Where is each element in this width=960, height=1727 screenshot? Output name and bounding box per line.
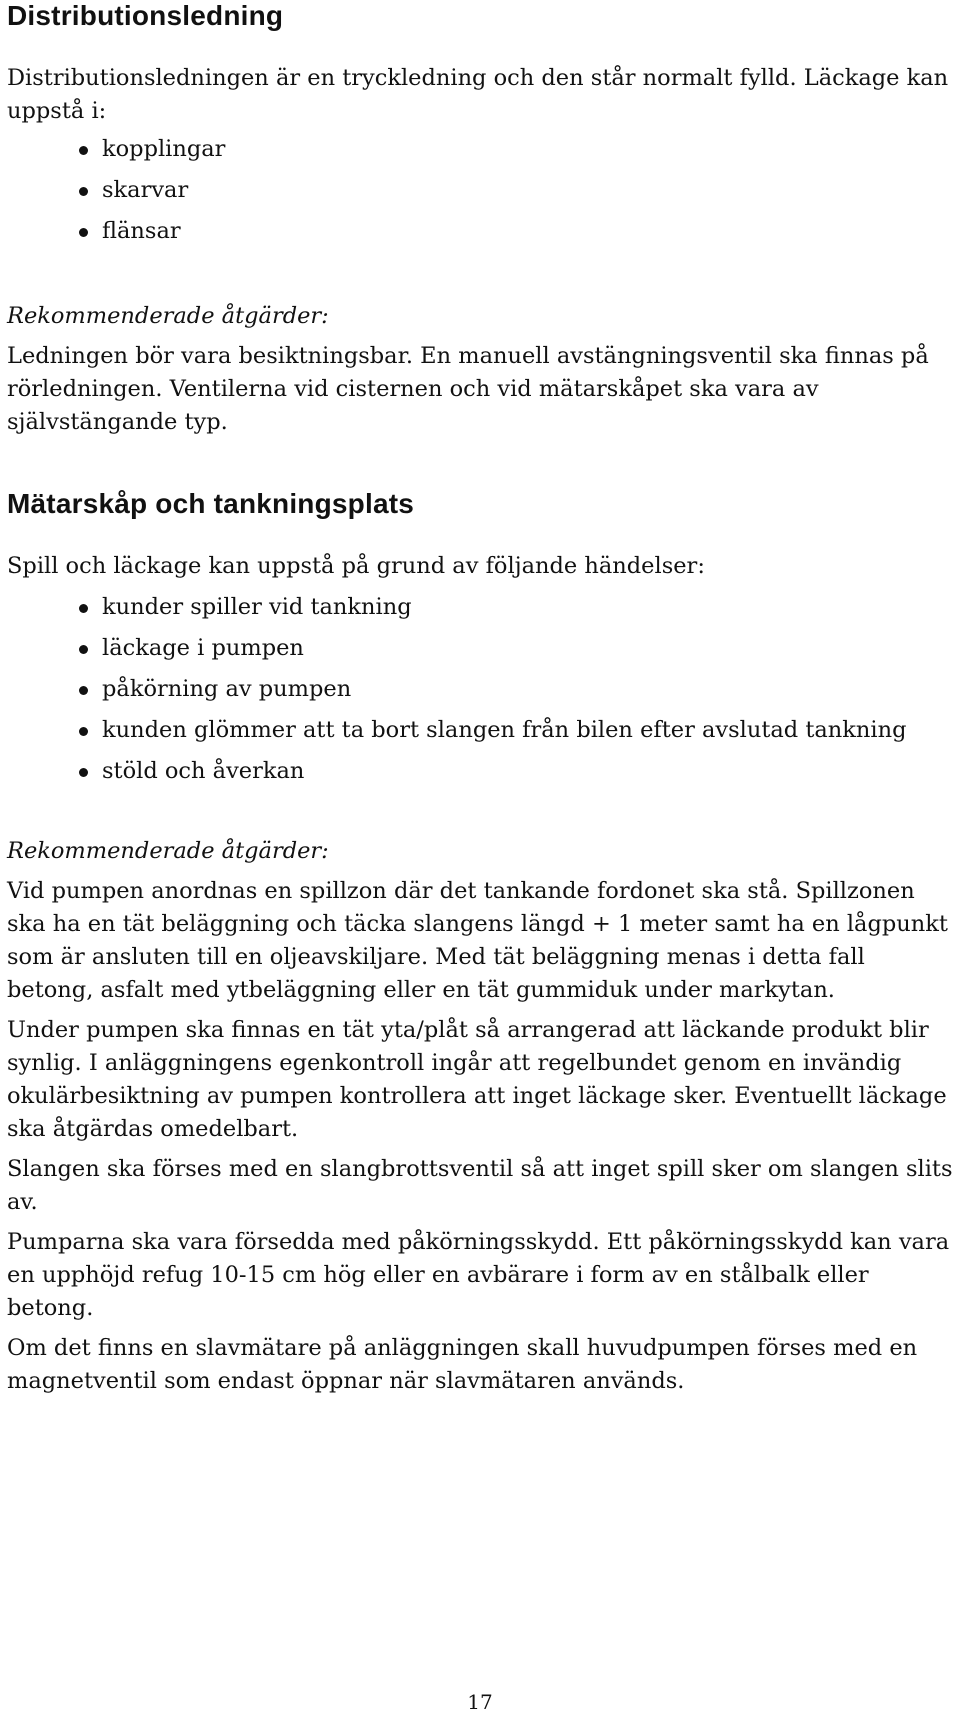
paragraph: Om det finns en slavmätare på anläggningen skall huvudpumpen förses med en magnetventil som endast öppnar när slavmätaren används.	[7, 1335, 918, 1394]
bullet-icon	[79, 768, 88, 777]
section1-bullet-list	[7, 129, 955, 252]
list-item-text: kunden glömmer att ta bort slangen från bilen efter avslutad tankning	[102, 717, 907, 743]
section2-paragraphs	[7, 875, 955, 1405]
section2-bullet-list	[7, 587, 955, 792]
list-item	[7, 129, 955, 170]
list-item	[7, 587, 955, 628]
section1-recommend-text-block	[7, 340, 955, 439]
paragraph: Vid pumpen anordnas en spillzon där det tankande fordonet ska stå. Spillzonen ska ha en tät beläggning och täcka slangens längd + 1 meter samt ha en lågpunkt som är ansluten till en oljeavskiljare. Med tät beläggning menas i detta fall betong, asfalt med ytbeläggning eller en tät gummiduk under markytan.	[7, 878, 948, 1003]
section1-recommend-label: Rekommenderade åtgärder:	[7, 303, 329, 329]
section2-intro-block	[7, 550, 955, 583]
bullet-icon	[79, 727, 88, 736]
section-heading-distributionsledning: Distributionsledning	[7, 0, 284, 31]
bullet-icon	[79, 228, 88, 237]
bullet-icon	[79, 187, 88, 196]
bullet-icon	[79, 686, 88, 695]
list-item	[7, 710, 955, 751]
section1-recommend-text: Ledningen bör vara besiktningsbar. En manuell avstängningsventil ska finnas på rörledningen. Ventilerna vid cisternen och vid mätarskåpet ska vara av självstängande typ.	[7, 343, 929, 435]
bullet-icon	[79, 604, 88, 613]
list-item-text: stöld och åverkan	[102, 758, 305, 784]
section2-intro: Spill och läckage kan uppstå på grund av följande händelser:	[7, 553, 705, 579]
section1-intro: Distributionsledningen är en tryckledning och den står normalt fylld. Läckage kan uppstå i:	[7, 65, 949, 124]
list-item-text: kunder spiller vid tankning	[102, 594, 412, 620]
list-item	[7, 170, 955, 211]
paragraph: Under pumpen ska finnas en tät yta/plåt så arrangerad att läckande produkt blir synlig. I anläggningens egenkontroll ingår att regelbundet genom en invändig okulärbesiktning av pumpen kontrollera att inget läckage sker. Eventuellt läckage ska åtgärdas omedelbart.	[7, 1017, 947, 1142]
list-item	[7, 669, 955, 710]
list-item-text: kopplingar	[102, 136, 226, 162]
list-item-text: läckage i pumpen	[102, 635, 304, 661]
list-item	[7, 211, 955, 252]
section1-intro-block	[7, 62, 955, 128]
list-item-text: flänsar	[102, 218, 181, 244]
section1-recommend-label-block	[7, 300, 955, 333]
paragraph: Pumparna ska vara försedda med påkörningsskydd. Ett påkörningsskydd kan vara en upphöjd refug 10-15 cm hög eller en avbärare i form av en stålbalk eller betong.	[7, 1229, 950, 1321]
list-item-text: påkörning av pumpen	[102, 676, 352, 702]
list-item	[7, 751, 955, 792]
list-item-text: skarvar	[102, 177, 189, 203]
paragraph: Slangen ska förses med en slangbrottsventil så att inget spill sker om slangen slits av.	[7, 1156, 953, 1215]
section2-recommend-label-block	[7, 835, 955, 868]
section-heading-matarskap: Mätarskåp och tankningsplats	[7, 488, 415, 519]
section2-recommend-label: Rekommenderade åtgärder:	[7, 838, 329, 864]
list-item	[7, 628, 955, 669]
page-number: 17	[467, 1690, 493, 1714]
bullet-icon	[79, 146, 88, 155]
bullet-icon	[79, 645, 88, 654]
